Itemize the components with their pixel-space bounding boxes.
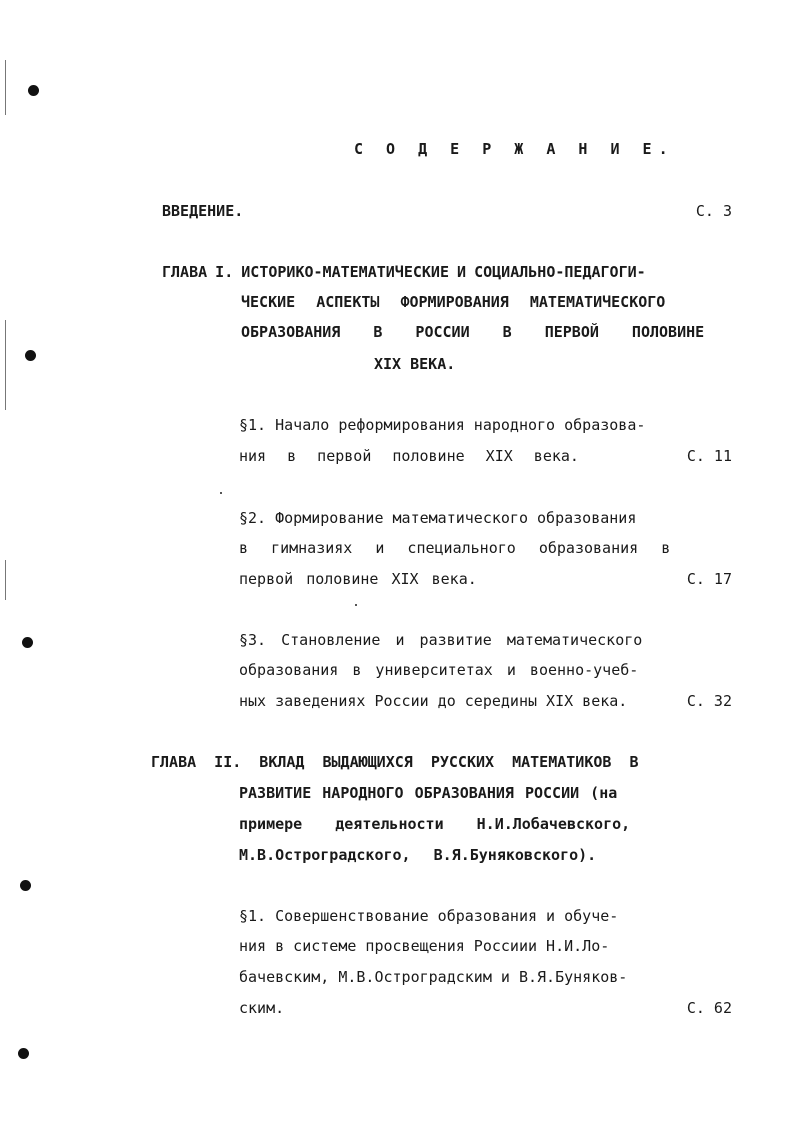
toc-section-line: §1. Совершенствование образования и обуче-: [239, 907, 619, 925]
toc-section-line: в гимназиях и специального образования в: [239, 539, 671, 557]
punch-hole-icon: [18, 1048, 29, 1059]
chapter1-heading-line: XIX ВЕКА.: [374, 355, 456, 373]
chapter2-heading-line: ГЛАВА II. ВКЛАД ВЫДАЮЩИХСЯ РУССКИХ МАТЕМАТИКОВ В: [151, 753, 639, 771]
intro-page: С. 3: [695, 202, 732, 220]
toc-section-line: бачевским, М.В.Остроградским и В.Я.Буняков-: [239, 968, 628, 986]
toc-section-page: С. 32: [686, 692, 732, 710]
toc-section-line: §1. Начало реформирования народного образова-: [239, 416, 646, 434]
toc-section-page: С. 62: [686, 999, 732, 1017]
margin-edge-mark: [5, 320, 6, 410]
scan-speck: [220, 492, 222, 494]
chapter1-heading-line: ГЛАВА I. ИСТОРИКО-МАТЕМАТИЧЕСКИЕ И СОЦИАЛЬНО-ПЕДАГОГИ-: [162, 263, 646, 281]
chapter2-heading-line: РАЗВИТИЕ НАРОДНОГО ОБРАЗОВАНИЯ РОССИИ (на: [239, 784, 618, 802]
chapter1-heading-line: ОБРАЗОВАНИЯ В РОССИИ В ПЕРВОЙ ПОЛОВИНЕ: [241, 323, 705, 341]
punch-hole-icon: [22, 637, 33, 648]
page-title: С О Д Е Р Ж А Н И Е.: [354, 140, 675, 158]
toc-section-page: С. 11: [686, 447, 732, 465]
intro-label: ВВЕДЕНИЕ.: [162, 202, 244, 220]
toc-section-line: ных заведениях России до середины XIX века.: [239, 692, 628, 710]
toc-section-line: §3. Становление и развитие математического: [239, 631, 643, 649]
punch-hole-icon: [25, 350, 36, 361]
toc-section-line: образования в университетах и военно-учеб-: [239, 661, 639, 679]
margin-edge-mark: [5, 60, 6, 115]
toc-section-line: ским.: [239, 999, 285, 1017]
punch-hole-icon: [20, 880, 31, 891]
toc-section-page: С. 17: [686, 570, 732, 588]
margin-edge-mark: [5, 560, 6, 600]
chapter2-heading-line: М.В.Остроградского, В.Я.Буняковского).: [239, 846, 597, 864]
toc-section-line: первой половине XIX века.: [239, 570, 477, 588]
toc-section-line: §2. Формирование математического образования: [239, 509, 637, 527]
punch-hole-icon: [28, 85, 39, 96]
chapter1-heading-line: ЧЕСКИЕ АСПЕКТЫ ФОРМИРОВАНИЯ МАТЕМАТИЧЕСКОГО: [241, 293, 666, 311]
scan-speck: [355, 604, 357, 606]
toc-section-line: ния в системе просвещения Россиии Н.И.Ло-: [239, 937, 610, 955]
toc-section-line: ния в первой половине XIX века.: [239, 447, 579, 465]
chapter2-heading-line: примере деятельности Н.И.Лобачевского,: [239, 815, 631, 833]
